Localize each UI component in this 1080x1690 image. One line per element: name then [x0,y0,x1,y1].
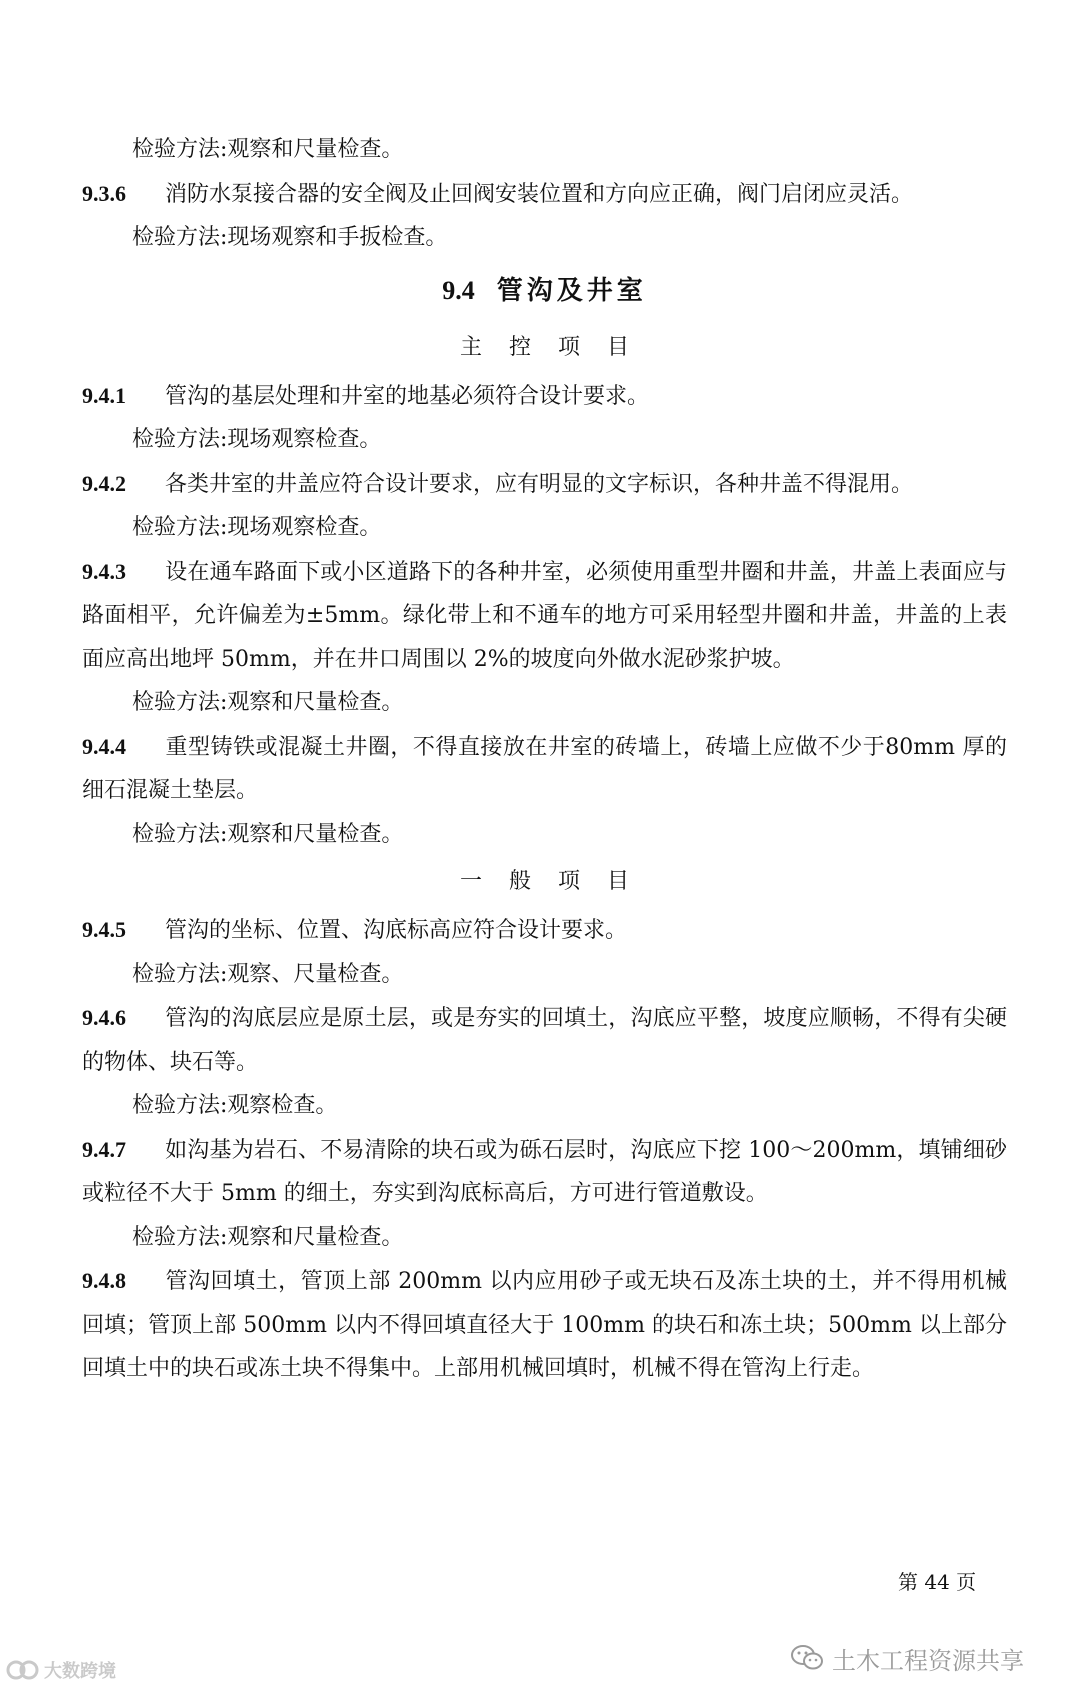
clause-text: 各类井室的井盖应符合设计要求，应有明显的文字标识，各种井盖不得混用。 [165,471,914,497]
clause-9-4-2 [82,462,1007,507]
clause-9-4-5 [82,908,1007,953]
inspection-method: 检验方法:现场观察检查。 [132,427,382,452]
inspection-method: 检验方法:观察和尺量检查。 [132,690,404,715]
clause-9-4-8 [82,1259,1007,1391]
clause-text: 消防水泵接合器的安全阀及止回阀安装位置和方向应正确，阀门启闭应灵活。 [165,181,914,207]
clause-number: 9.3.6 [82,180,126,206]
clause-9-4-3 [82,550,1007,682]
clause-number: 9.4.6 [82,1005,126,1030]
inspection-method: 检验方法:现场观察检查。 [132,515,382,540]
clause-text: 重型铸铁或混凝土井圈，不得直接放在井室的砖墙上，砖墙上应做不少于80mm 厚的细石混凝土垫层。 [82,734,1007,803]
clause-text: 管沟的坐标、位置、沟底标高应符合设计要求。 [165,918,628,943]
general-items-heading: 一 般 项 目 [460,869,639,894]
clause-number: 9.4.3 [82,558,126,584]
inspection-method: 检验方法:观察、尺量检查。 [132,961,404,987]
watermark-right [790,1640,1024,1676]
section-title: 管沟及井室 [496,275,647,306]
inspection-method: 检验方法:观察检查。 [132,1093,338,1118]
section-heading [82,260,1007,322]
clause-9-4-1 [82,374,1007,419]
clause-number: 9.4.1 [82,382,126,408]
watermark-right-text: 土木工程资源共享 [832,1646,1024,1675]
inspection-method: 检验方法:观察和尺量检查。 [132,137,404,162]
wechat-icon [790,1644,824,1672]
main-items-heading: 主 控 项 目 [460,334,639,360]
clause-9-4-6 [82,996,1007,1084]
section-number: 9.4 [442,275,475,305]
clause-number: 9.4.8 [82,1268,126,1293]
clause-text: 如沟基为岩石、不易清除的块石或为砾石层时，沟底应下挖 100～200mm，填铺细砂或粒径不大于 5mm 的细土，夯实到沟底标高后，方可进行管道敷设。 [82,1137,1007,1206]
clause-9-3-6 [82,172,1007,217]
inspection-method: 检验方法:观察和尺量检查。 [132,1224,404,1250]
clause-number: 9.4.5 [82,917,126,942]
kuajing-logo-icon [6,1659,40,1681]
watermark-left [6,1656,116,1684]
page-number: 第 44 页 [898,1570,977,1594]
clause-9-4-7 [82,1128,1007,1216]
inspection-method: 检验方法:观察和尺量检查。 [132,821,404,847]
clause-text: 设在通车路面下或小区道路下的各种井室，必须使用重型井圈和井盖，井盖上表面应与路面相平，允许偏差为±5mm。绿化带上和不通车的地方可采用轻型井圈和井盖，井盖的上表面应高出地坪 50mm，并在井口周围以 2%的坡度向外做水泥砂浆护坡。 [82,559,1007,672]
clause-text: 管沟的基层处理和井室的地基必须符合设计要求。 [165,383,650,409]
watermark-left-text: 大数跨境 [44,1661,116,1682]
clause-number: 9.4.2 [82,470,126,496]
clause-9-4-4 [82,725,1007,813]
inspection-method: 检验方法:现场观察和手扳检查。 [132,225,448,250]
clause-number: 9.4.7 [82,1136,126,1162]
document-page [82,128,1007,1391]
clause-text: 管沟回填土，管顶上部 200mm 以内应用砂子或无块石及冻土块的土，并不得用机械回填；管顶上部 500mm 以内不得回填直径大于 100mm 的块石和冻土块；500mm 以上部分回填土中的块石或冻土块不得集中。上部用机械回填时，机械不得在管沟上行走。 [82,1269,1007,1381]
clause-text: 管沟的沟底层应是原土层，或是夯实的回填土，沟底应平整，坡度应顺畅，不得有尖硬的物体、块石等。 [82,1006,1007,1075]
clause-number: 9.4.4 [82,733,126,759]
